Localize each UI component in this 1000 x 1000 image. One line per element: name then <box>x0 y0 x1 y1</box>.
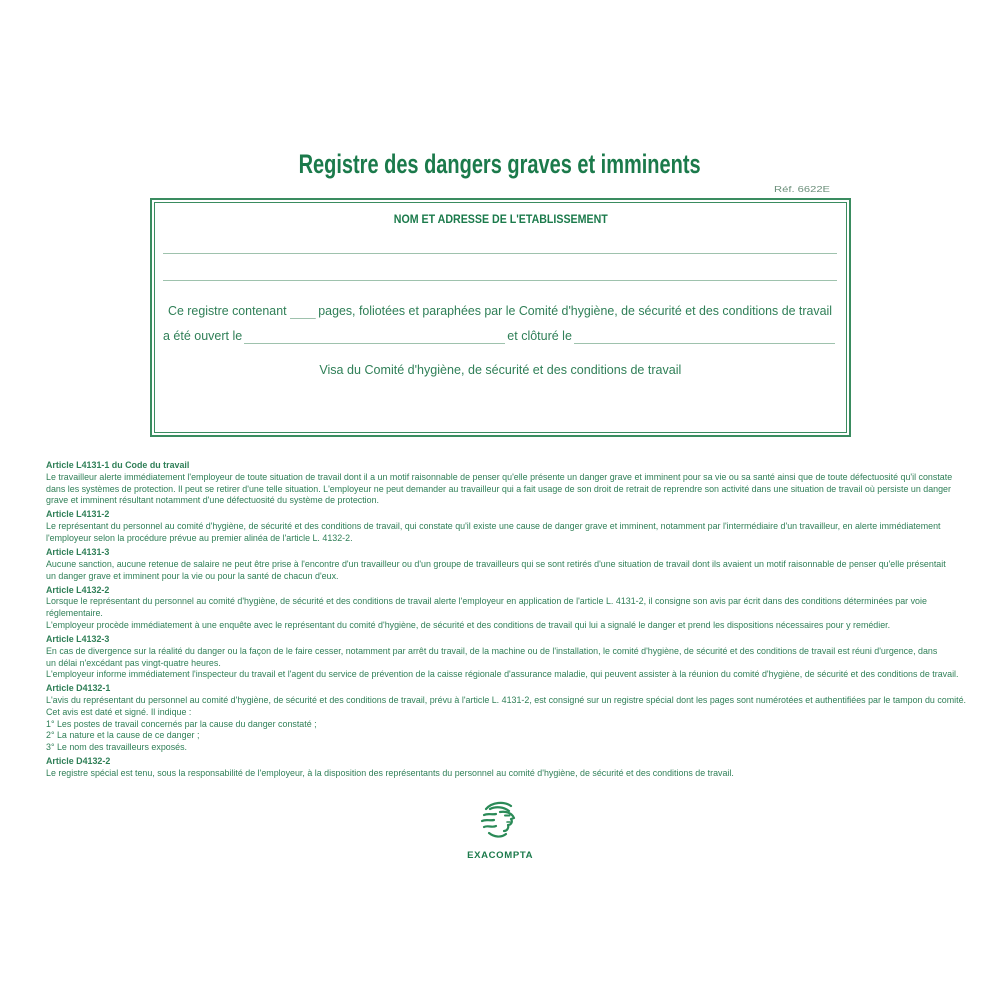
document-title: Registre des dangers graves et imminents <box>299 149 701 179</box>
article-l4131-2 <box>46 509 966 544</box>
closed-label: et clôturé le <box>507 329 572 343</box>
article-line: En cas de divergence sur la réalité du danger ou la façon de le faire cesser, notamment par arrêt du travail, de la machine ou de l'installation, le comité d'hygiène, de sécurité et des conditions de travail est réuni d'urgence, dans <box>46 645 938 656</box>
article-line: Aucune sanction, aucune retenue de salaire ne peut être prise à l'encontre d'un travailleur ou d'un groupe de travailleurs qui se sont retirés d'une situation de travail dont ils avaient un motif raisonnable de penser qu'elle présentait <box>46 558 946 569</box>
register-text-end: pages, foliotées et paraphées par le Comité d'hygiène, de sécurité et des conditions de travail <box>318 304 833 318</box>
article-line: Cet avis est daté et signé. Il indique : <box>46 706 192 717</box>
article-line: Lorsque le représentant du personnel au comité d'hygiène, de sécurité et des conditions de travail alerte l'employeur en application de l'article L. 4131-2, il consigne son avis par écrit dans des conditions déterminées par voie <box>46 596 927 607</box>
article-line: L'avis du représentant du personnel au comité d'hygiène, de sécurité et des conditions de travail, prévu à l'article L. 4131-2, est consigné sur un registre spécial dont les pages sont numérotées et authentifiées par le tampon du comité. <box>46 695 966 706</box>
reference-number: Réf. 6622E <box>774 185 830 194</box>
article-l4132-2 <box>46 585 966 632</box>
article-line: Le travailleur alerte immédiatement l'employeur de toute situation de travail dont il a un motif raisonnable de penser qu'elle présente un danger grave et imminent pour sa vie ou sa santé ainsi que de toute défectuosité qu'il constate <box>46 471 953 482</box>
article-title: Article L4132-3 <box>46 633 110 644</box>
article-title: Article D4132-1 <box>46 683 111 694</box>
article-line: 1° Les postes de travail concernés par la cause du danger constaté ; <box>46 718 317 729</box>
article-line: L'employeur informe immédiatement l'inspecteur du travail et l'agent du service de prévention de la caisse régionale d'assurance maladie, qui peuvent assister à la réunion du comité d'hygiène, de sécurité et des conditions de travail. <box>46 669 959 680</box>
opened-date-blank <box>244 331 505 344</box>
establishment-form-box <box>150 198 851 437</box>
article-line: Le représentant du personnel au comité d'hygiène, de sécurité et des conditions de travail, qui constate qu'il existe une cause de danger grave et imminent, notamment par l'intermédiaire d'un travailleur, en alerte immédiatement <box>46 521 941 532</box>
register-text-start: Ce registre contenant <box>168 304 287 318</box>
title-area <box>0 148 1000 180</box>
article-title: Article D4132-2 <box>46 756 111 767</box>
brand-name: EXACOMPTA <box>467 850 533 860</box>
page-count-statement <box>168 303 832 319</box>
establishment-heading-area <box>152 210 849 228</box>
article-title: Article L4131-2 <box>46 509 110 520</box>
article-line: l'employeur selon la procédure prévue au premier alinéa de l'article L. 4132-2. <box>46 532 353 543</box>
brand-area <box>0 845 1000 863</box>
article-title: Article L4131-3 <box>46 546 110 557</box>
address-line <box>163 280 837 281</box>
address-line <box>163 253 837 254</box>
visa-label: Visa du Comité d'hygiène, de sécurité et des conditions de travail <box>319 363 682 377</box>
articles-text <box>46 460 966 780</box>
visa-area <box>152 361 849 379</box>
opening-closing-statement <box>163 328 837 344</box>
article-line: 3° Le nom des travailleurs exposés. <box>46 742 188 753</box>
article-line: Le registre spécial est tenu, sous la responsabilité de l'employeur, à la disposition des représentants du personnel au comité d'hygiène, de sécurité et des conditions de travail. <box>46 768 734 779</box>
page-count-blank <box>290 306 316 319</box>
establishment-heading: NOM ET ADRESSE DE L'ETABLISSEMENT <box>393 212 608 226</box>
exacompta-logo-icon <box>476 800 524 842</box>
closed-date-blank <box>574 331 835 344</box>
article-line: grave et imminent résultant notamment d'une défectuosité du système de protection. <box>46 495 380 506</box>
articles-section <box>46 460 966 790</box>
opened-label: a été ouvert le <box>163 329 243 343</box>
article-l4132-3 <box>46 634 966 681</box>
article-line: un délai n'excédant pas vingt-quatre heures. <box>46 657 221 668</box>
article-line: réglementaire. <box>46 608 103 619</box>
article-d4132-1 <box>46 683 966 754</box>
article-title: Article L4131-1 du Code du travail <box>46 460 190 470</box>
article-line: L'employeur procède immédiatement à une enquête avec le représentant du comité d'hygiène, de sécurité et des conditions de travail qui lui a signalé le danger et prend les dispositions nécessaires pour y remédier. <box>46 619 891 630</box>
article-title: Article L4132-2 <box>46 584 110 595</box>
article-l4131-3 <box>46 547 966 582</box>
article-line: un danger grave et imminent pour la vie ou pour la santé de chacun d'eux. <box>46 570 339 581</box>
article-line: dans les systèmes de protection. Il peut se retirer d'une telle situation. L'employeur ne peut demander au travailleur qui a fait usage de son droit de retrait de reprendre son activité dans une situation de travail où persiste un danger <box>46 483 951 494</box>
article-line: 2° La nature et la cause de ce danger ; <box>46 730 200 741</box>
article-l4131-1 <box>46 460 966 507</box>
article-d4132-2 <box>46 756 966 780</box>
